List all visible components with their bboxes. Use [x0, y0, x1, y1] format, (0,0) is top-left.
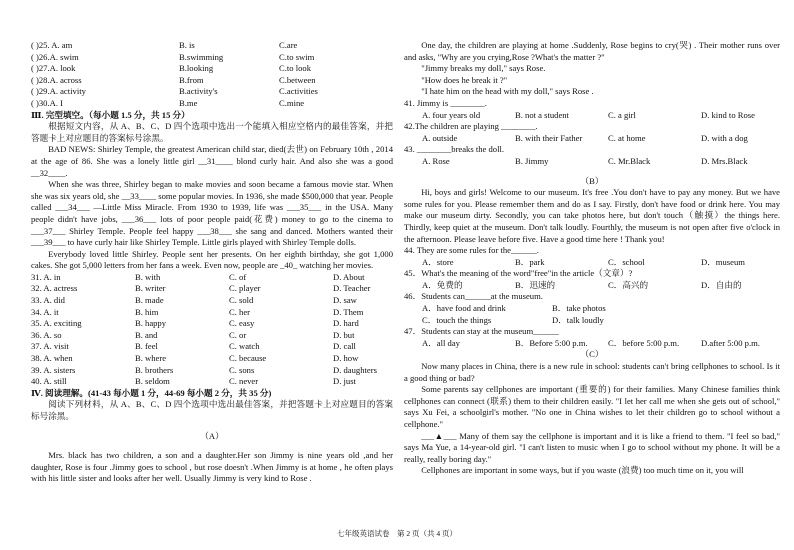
choice-option: B.activity's [179, 86, 218, 97]
choice-option: C.to look [279, 63, 311, 74]
cloze-option: 40. A. still [31, 376, 67, 387]
answer-option: A. outside [422, 132, 458, 143]
choice-row [31, 40, 393, 52]
q44-options [404, 257, 780, 269]
cloze-option: D. how [333, 353, 359, 364]
passage-a-paragraph-1: Mrs. black has two children, a son and a daughter.Her son Jimmy is nine years old ,and her daughter, Rose is four .Jimmy goes to school , but rose doesn't .When Jimmy is at home , he often plays with his little sister and looks after her well. Usually Jimmy is very kind to Rose . [31, 450, 393, 484]
cloze-paragraph-2: When she was three, Shirley began to make movies and soon became a famous movie star. When she was six years old, she __33____ some popular movies. In 1936, she made $500,000 that year. People called ___34___ —Little Miss Miracle. From 1930 to 1939, life was ___35___ in the USA. Many people didn't have jobs, ___36___ lots of poor people paid(花费) money to go to the cinema to ___37___ Shirley Temple. People feel happy ___38___ she sang and danced. Mothers wanted their ___39___ to have curly hair like Shirley Temple. Little girls played with Shirley Temple dolls. [31, 179, 393, 248]
choice-option: B.swimming [179, 51, 224, 62]
choice-option: B.looking [179, 63, 214, 74]
answer-option: B. Jimmy [515, 155, 549, 166]
passage-b-label: （B） [580, 175, 604, 186]
choice-option: B. is [179, 40, 195, 50]
cloze-option: C. never [229, 376, 259, 387]
answer-option: D. with a dog [701, 132, 748, 143]
cloze-option: 38. A. when [31, 353, 73, 364]
cloze-option: B. feel [135, 341, 158, 352]
cloze-option: B. and [135, 329, 158, 340]
choice-option: C.are [279, 40, 298, 50]
option-indent [404, 280, 422, 292]
answer-option: D.after 5:00 p.m. [701, 337, 760, 348]
option-indent [404, 303, 422, 315]
q42-options [404, 133, 780, 145]
choice-option: B.from [179, 74, 204, 85]
cloze-option-row [31, 365, 393, 377]
q41-options [404, 110, 780, 122]
cloze-option: C. of [229, 271, 247, 282]
cloze-option: 31. A. in [31, 271, 61, 282]
cloze-option: B. seldom [135, 376, 170, 387]
question-46: 46．Students can______at the museum. [404, 291, 543, 302]
cloze-option: B. writer [135, 283, 166, 294]
choice-option: C.between [279, 74, 316, 85]
cloze-option: D. Teacher [333, 283, 371, 294]
answer-option: D. Mrs.Black [701, 155, 748, 166]
q45-options [404, 280, 780, 292]
option-indent [404, 110, 422, 122]
answer-option: B．take photos [552, 303, 606, 314]
cloze-option-row [31, 295, 393, 307]
section4-instructions: 阅读下列材料，从 A、B、C、D 四个选项中选出最佳答案，并把答题卡上对应题目的答案标号涂黑。 [31, 399, 393, 421]
cloze-option: C. easy [229, 318, 255, 329]
answer-option: A．have food and drink [422, 303, 506, 314]
passage-a-paragraph-3: "Jimmy breaks my doll," says Rose. [421, 63, 546, 74]
cloze-option: 39. A. sisters [31, 364, 76, 375]
choice-row [31, 52, 393, 64]
choice-option: ( )26.A. swim [31, 51, 79, 62]
passage-c-label: （C） [580, 349, 604, 360]
cloze-option: 37. A. visit [31, 341, 69, 352]
choice-option: B.me [179, 97, 198, 108]
choice-row [31, 86, 393, 98]
cloze-paragraph-1: BAD NEWS: Shirley Temple, the greatest American child star, died(去世) on February 10th , 2014 at the age of 86. She was a lonely little girl __31____ blond curly hair. And also she was a good __32____. [31, 144, 393, 178]
page-footer: 七年级英语试卷 第 2 页（共 4 页） [337, 529, 457, 538]
choice-option: ( )29.A. activity [31, 86, 86, 97]
cloze-option: D. just [333, 376, 356, 387]
q47-options [404, 338, 780, 350]
cloze-option: D. daughters [333, 364, 377, 375]
choice-option: ( )30.A. I [31, 97, 63, 108]
cloze-option: C. sold [229, 295, 254, 306]
answer-option: A．all day [422, 337, 460, 348]
q25-30-options [31, 40, 393, 110]
answer-option: C．高兴的 [608, 279, 649, 290]
answer-option: A. Rose [422, 155, 450, 166]
answer-option: B．迅速的 [515, 279, 556, 290]
cloze-paragraph-3: Everybody loved little Shirley. People sent her presents. On her eighth birthday, she got 1,000 cakes. She got 5,000 letters from her fans a week. Even now, people are _40_ watching her movies. [31, 248, 393, 271]
cloze-option: B. happy [135, 318, 167, 329]
choice-option: C.activities [279, 86, 318, 97]
cloze-option-row [31, 318, 393, 330]
cloze-option-row [31, 283, 393, 295]
cloze-option: B. where [135, 353, 167, 364]
question-43: 43. ________breaks the doll. [404, 144, 505, 155]
answer-option: C．school [608, 256, 645, 267]
answer-option: B．park [515, 256, 545, 267]
q46-options-row2 [404, 315, 780, 327]
question-47: 47．Students can stay at the museum______ [404, 326, 559, 337]
passage-c-paragraph-3: ___▲___ Many of them say the cellphone is important and it is like a friend to them. "I feel so bad," says Ma Yue, a 14-year-old girl. "I can't listen to music when I go to school without my phone. It will be a really, really boring day." [404, 430, 780, 464]
section3-instructions: 根据短文内容，从 A、B、C、D 四个选项中选出一个能填入相应空格内的最佳答案，并把答题卡上对应题目的答案标号涂黑。 [31, 121, 393, 143]
cloze-option: 32. A. actress [31, 283, 78, 294]
cloze-option: D. but [333, 329, 355, 340]
cloze-options [31, 272, 393, 388]
cloze-option: D. About [333, 271, 365, 282]
cloze-option: B. with [135, 271, 161, 282]
cloze-option: C. sons [229, 364, 255, 375]
cloze-option: D. hard [333, 318, 359, 329]
right-column [404, 40, 780, 477]
cloze-option-row [31, 272, 393, 284]
cloze-option-row [31, 330, 393, 342]
cloze-option: 34. A. it [31, 306, 59, 317]
cloze-option: 36. A. so [31, 329, 62, 340]
cloze-option: 35. A. exciting [31, 318, 82, 329]
question-41: 41. Jimmy is ________. [404, 97, 487, 108]
cloze-option: C. or [229, 329, 247, 340]
cloze-option-row [31, 376, 393, 388]
passage-c-paragraph-4: Cellphones are important in some ways, but if you waste (浪费) too much time on it, you will [421, 465, 744, 476]
cloze-option-row [31, 353, 393, 365]
choice-row [31, 63, 393, 75]
cloze-option: D. call [333, 341, 356, 352]
question-44: 44. They are some rules for the______. [404, 245, 539, 256]
cloze-option: C. because [229, 353, 267, 364]
option-indent [404, 133, 422, 145]
option-indent [404, 156, 422, 168]
cloze-option: 33. A. did [31, 295, 65, 306]
choice-option: C.mine [279, 97, 305, 108]
question-42: 42.The children are playing ________. [404, 121, 538, 132]
answer-option: D．talk loudly [552, 314, 604, 325]
q46-options-row1 [404, 303, 780, 315]
answer-option: B. not a student [515, 109, 569, 120]
answer-option: C．before 5:00 p.m. [608, 337, 680, 348]
cloze-option: D. Them [333, 306, 364, 317]
answer-option: A．store [422, 256, 454, 267]
cloze-option-row [31, 307, 393, 319]
choice-option: ( )28.A. across [31, 74, 82, 85]
choice-option: C.to swim [279, 51, 315, 62]
answer-option: D．museum [701, 256, 745, 267]
answer-option: C. a girl [608, 109, 636, 120]
choice-option: ( )27.A. look [31, 63, 76, 74]
q43-options [404, 156, 780, 168]
cloze-option: C. watch [229, 341, 260, 352]
answer-option: A. four years old [422, 109, 481, 120]
passage-a-paragraph-5: "I hate him on the head with my doll," says Rose . [421, 86, 594, 97]
passage-c-paragraph-1: Now many places in China, there is a new rule in school: students can't bring cellphones to school. Is it a good thing or bad? [404, 361, 780, 383]
answer-option: B．Before 5:00 p.m. [515, 337, 588, 348]
cloze-option: C. player [229, 283, 261, 294]
section4-title: Ⅳ. 阅读理解。(41-43 每小题 1 分，44-69 每小题 2 分，共 35 分) [31, 387, 272, 398]
cloze-option: B. made [135, 295, 164, 306]
answer-option: D．自由的 [701, 279, 742, 290]
choice-row [31, 75, 393, 87]
answer-option: C. at home [608, 132, 646, 143]
passage-a-label: （A） [200, 430, 224, 441]
option-indent [404, 315, 422, 327]
choice-row [31, 98, 393, 110]
section3-title: Ⅲ. 完型填空。（每小题 1.5 分，共 15 分） [31, 109, 190, 120]
answer-option: C．touch the things [422, 314, 492, 325]
answer-option: C. Mr.Black [608, 155, 651, 166]
left-column [31, 40, 393, 485]
cloze-option-row [31, 341, 393, 353]
cloze-option: C. her [229, 306, 251, 317]
answer-option: A．免费的 [422, 279, 463, 290]
passage-b-text: Hi, boys and girls! Welcome to our museum. It's free .You don't have to pay any money. But we have some rules for you. Please remember them and do as I say. Firstly, don't have food or drink here. You may make our museum dirty. Secondly, you can take photos here, but don't touch（触摸）the things here. Thirdly, keep quiet at the museum. Don't talk loudly. Fourthly, the museum is not open after five o'clock in the afternoon. Please leave before five. Have a good time here ! Thank you! [404, 187, 780, 244]
option-indent [404, 257, 422, 269]
passage-c-paragraph-2: Some parents say cellphones are important (重要的) for their families. Many Chinese families think cellphones can connect (联系) them to their children easily. "I let her call me when she gets out of school," says Xu Fei, a schoolgirl's mother. "No one in China wishes to let their children go to school without a cellphone." [404, 384, 780, 429]
passage-a-paragraph-2: One day, the children are playing at home .Suddenly, Rose begins to cry(哭) . Their mother runs over and asks, "Why are you crying,Rose ?What's the matter ?" [404, 40, 780, 62]
answer-option: D. kind to Rose [701, 109, 755, 120]
option-indent [404, 338, 422, 350]
choice-option: ( )25. A. am [31, 40, 73, 50]
answer-option: B. with their Father [515, 132, 583, 143]
passage-a-paragraph-4: "How does he break it ?" [421, 74, 508, 85]
cloze-option: B. brothers [135, 364, 174, 375]
cloze-option: B. him [135, 306, 159, 317]
question-45: 45．What's the meaning of the word"free"in the article（文章）? [404, 268, 633, 279]
cloze-option: D. saw [333, 295, 357, 306]
